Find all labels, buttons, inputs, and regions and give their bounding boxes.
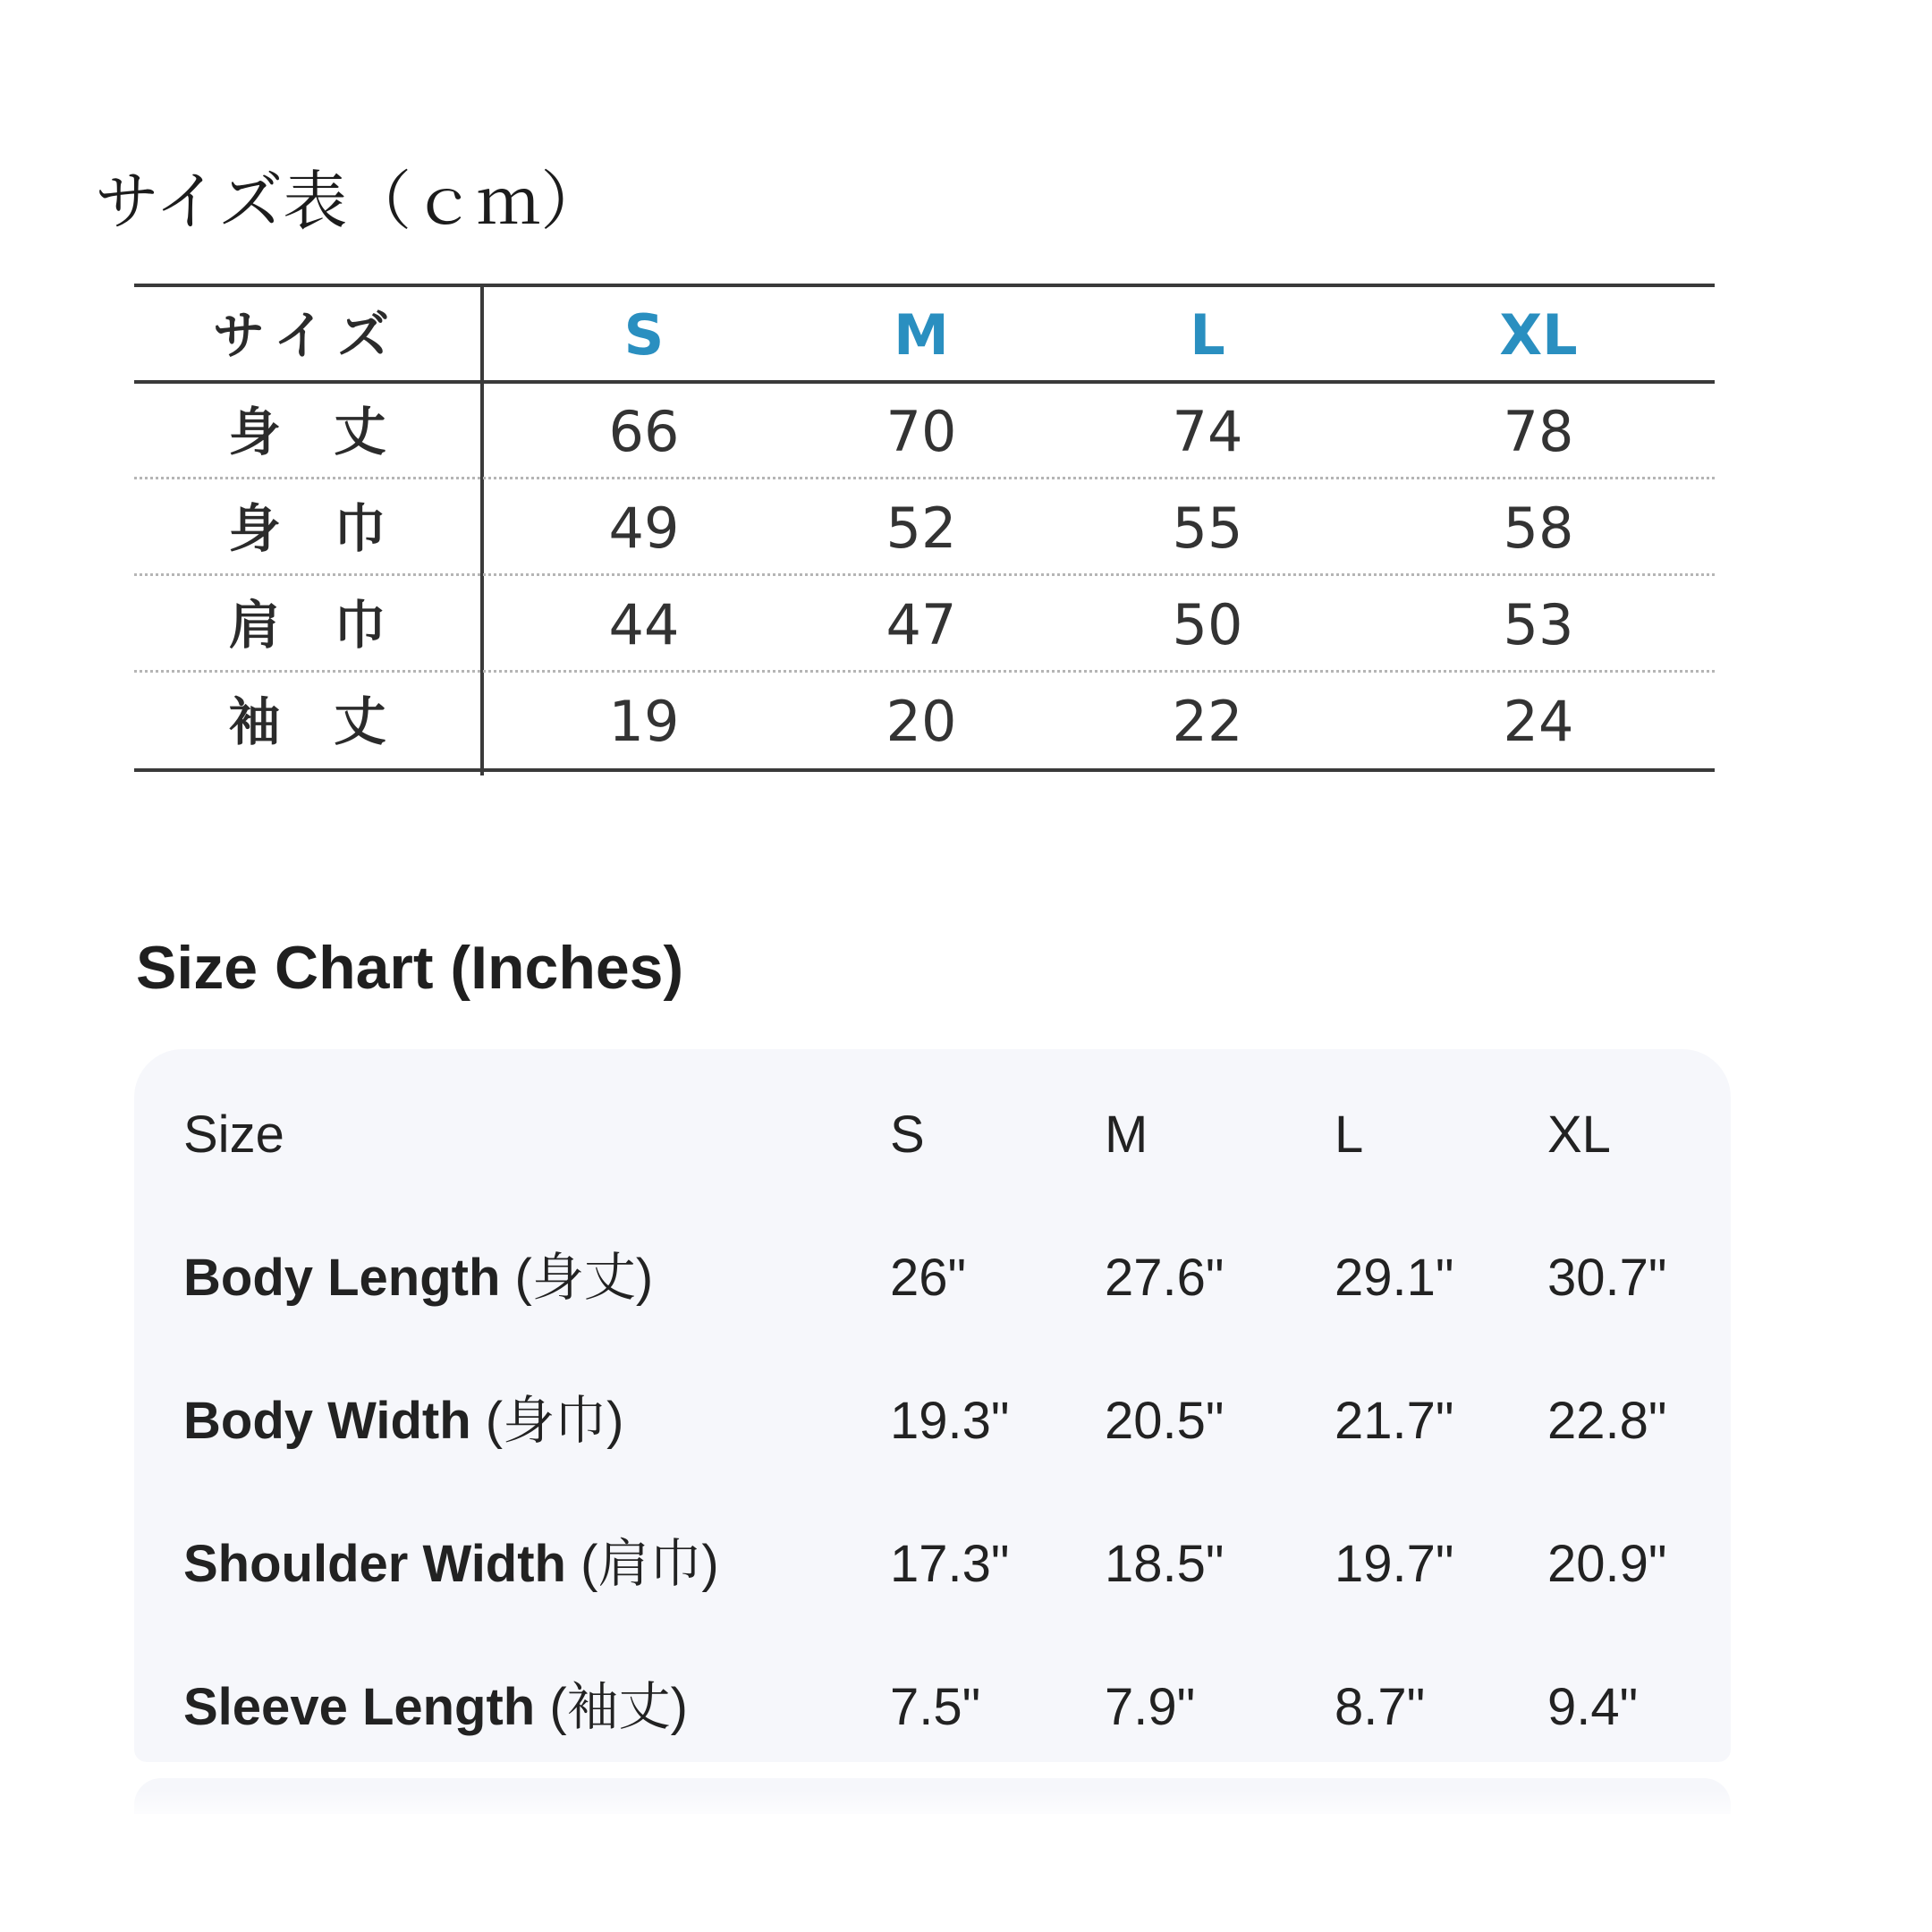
cm-value: 44: [608, 592, 680, 657]
inch-value: 21.7": [1335, 1392, 1454, 1450]
inch-row-sleeve-length: [134, 1654, 1731, 1761]
inch-row-label: [183, 1511, 719, 1618]
inch-value: 8.7": [1335, 1678, 1426, 1736]
bottom-fade: [134, 1789, 1731, 1825]
inch-row-jp-label: (身丈): [514, 1249, 654, 1307]
inch-chart-title: Size Chart (Inches): [136, 934, 684, 1002]
inch-row-body-width: [134, 1368, 1731, 1475]
inch-row-label: [183, 1368, 623, 1475]
inch-row-name: Body Length: [183, 1249, 501, 1307]
inch-row-shoulder-width: [134, 1511, 1731, 1618]
inch-header-label: Size: [183, 1106, 284, 1164]
inch-row-name: Shoulder Width: [183, 1535, 566, 1593]
cm-header-size-xl: XL: [1499, 302, 1578, 368]
cm-value: 20: [886, 689, 957, 754]
inch-row-name: Sleeve Length: [183, 1678, 536, 1736]
cm-value: 66: [608, 399, 680, 464]
inch-row-jp-label: (身巾): [485, 1392, 624, 1450]
cm-row-label: 身巾: [228, 498, 440, 559]
cm-value: 24: [1503, 689, 1574, 754]
inch-value: 7.9": [1105, 1678, 1196, 1736]
inch-value: 20.9": [1547, 1535, 1667, 1593]
cm-row-body-width: [134, 480, 1715, 577]
cm-row-label: 身丈: [228, 402, 440, 462]
cm-header-size-l: L: [1190, 302, 1225, 368]
inch-header-row: [134, 1081, 1731, 1189]
inch-value: 17.3": [890, 1535, 1010, 1593]
inch-value: 29.1": [1335, 1249, 1454, 1307]
cm-value: 19: [608, 689, 680, 754]
cm-value: 47: [886, 592, 957, 657]
inch-row-jp-label: (袖丈): [549, 1678, 688, 1736]
cm-value: 74: [1172, 399, 1243, 464]
inch-value: 18.5": [1105, 1535, 1224, 1593]
inch-header-size-s: S: [890, 1106, 925, 1164]
inch-value: 20.5": [1105, 1392, 1224, 1450]
inch-value: 19.3": [890, 1392, 1010, 1450]
inch-value: 26": [890, 1249, 967, 1307]
cm-value: 55: [1172, 496, 1243, 561]
cm-value: 58: [1503, 496, 1574, 561]
cm-header-row: [134, 287, 1715, 384]
inch-value: 22.8": [1547, 1392, 1667, 1450]
cm-header-label: サイズ: [212, 305, 402, 366]
cm-value: 53: [1503, 592, 1574, 657]
inch-row-label: [183, 1654, 688, 1761]
cm-table-title: サイズ表（ｃｍ）: [95, 164, 606, 239]
inch-header-size-l: L: [1335, 1106, 1364, 1164]
cm-value: 78: [1503, 399, 1574, 464]
cm-row-sleeve-length: [134, 674, 1715, 770]
inch-header-size-m: M: [1105, 1106, 1148, 1164]
cm-row-label: 袖丈: [228, 691, 440, 752]
inch-row-label: [183, 1224, 653, 1332]
inch-header-size-xl: XL: [1547, 1106, 1611, 1164]
cm-value: 50: [1172, 592, 1243, 657]
cm-row-body-length: [134, 384, 1715, 480]
inch-value: 27.6": [1105, 1249, 1224, 1307]
inch-value: 9.4": [1547, 1678, 1639, 1736]
cm-row-label: 肩巾: [228, 595, 440, 656]
inch-row-body-length: [134, 1224, 1731, 1332]
inch-row-jp-label: (肩巾): [580, 1535, 719, 1593]
inch-row-name: Body Width: [183, 1392, 471, 1450]
cm-header-size-s: S: [623, 302, 665, 368]
cm-value: 49: [608, 496, 680, 561]
inch-value: 7.5": [890, 1678, 981, 1736]
inch-value: 30.7": [1547, 1249, 1667, 1307]
cm-value: 70: [886, 399, 957, 464]
cm-value: 52: [886, 496, 957, 561]
cm-row-shoulder-width: [134, 577, 1715, 674]
inch-value: 19.7": [1335, 1535, 1454, 1593]
cm-header-size-m: M: [894, 302, 949, 368]
cm-value: 22: [1172, 689, 1243, 754]
inch-size-card: [134, 1049, 1731, 1762]
